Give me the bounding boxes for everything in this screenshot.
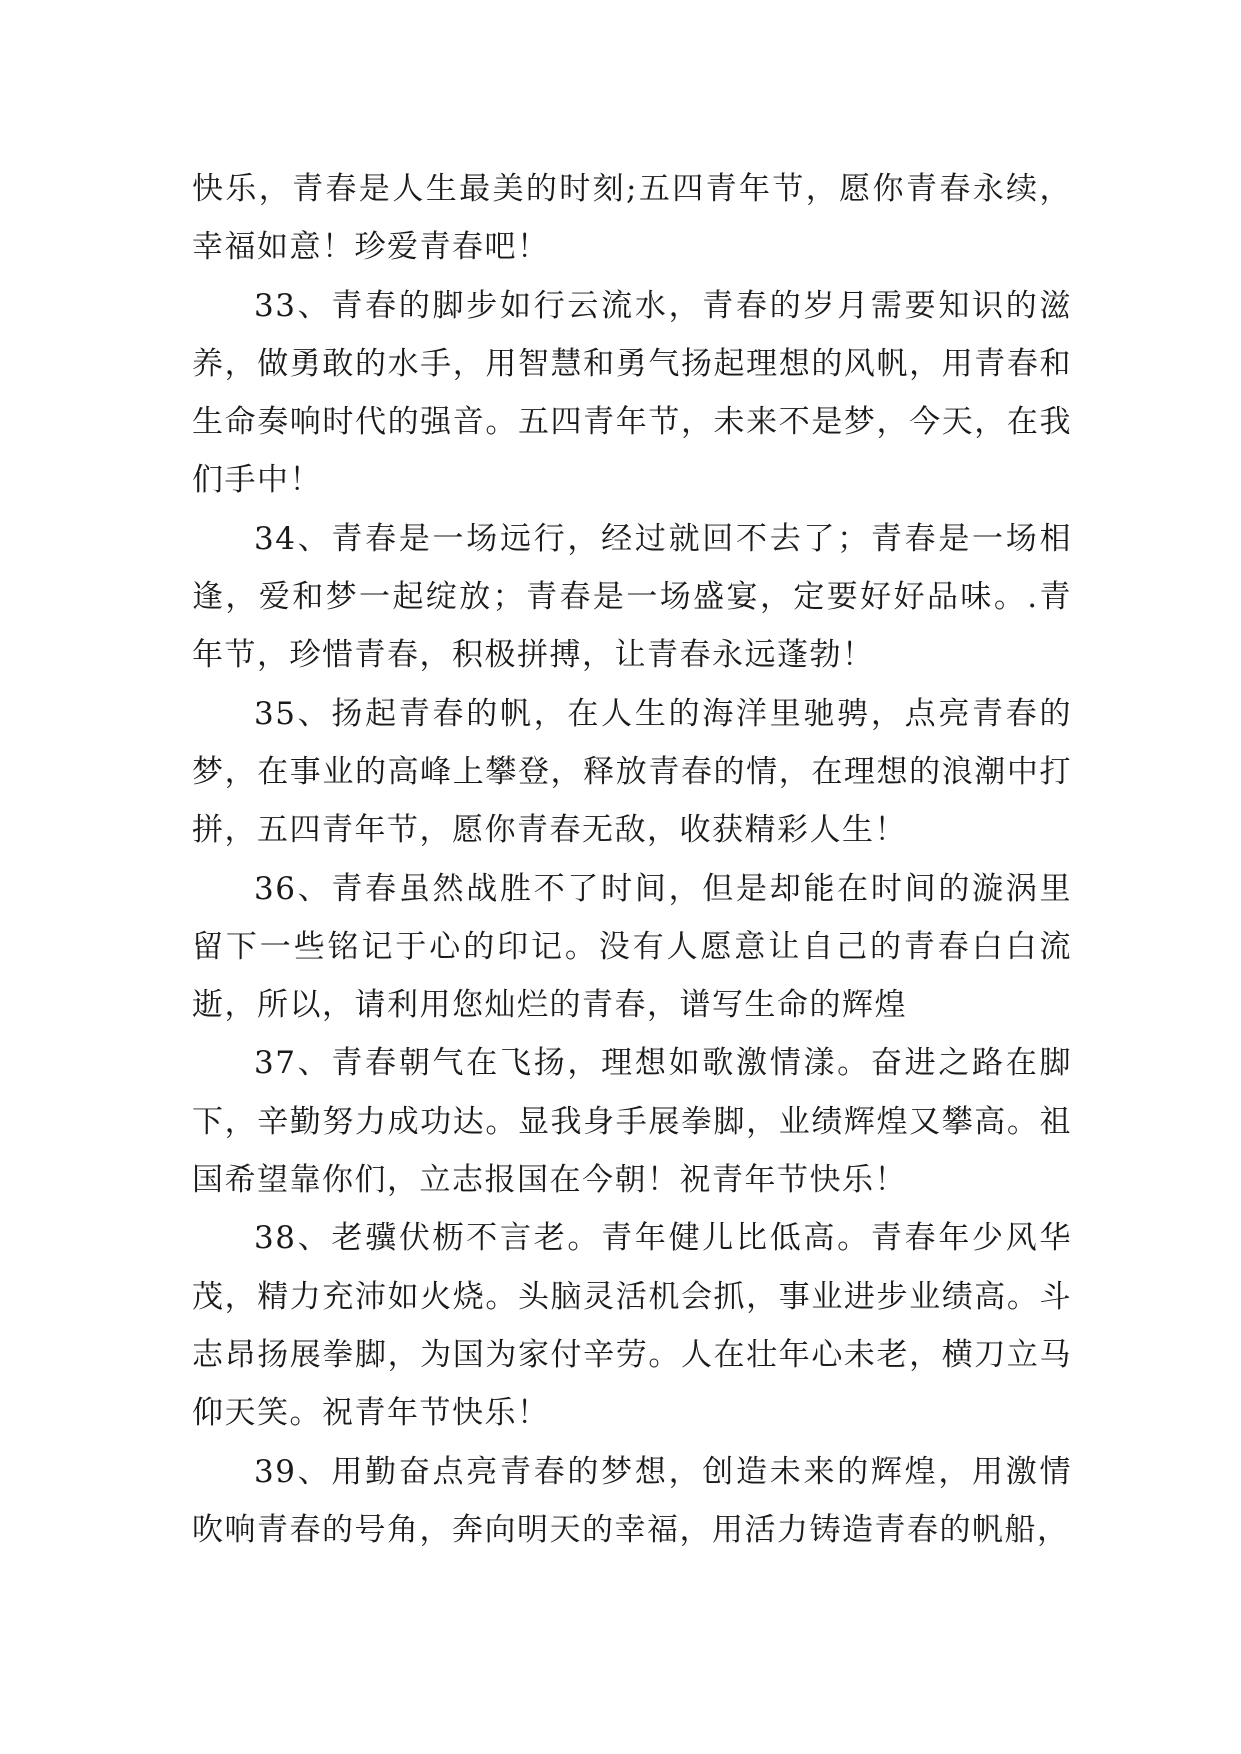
paragraph-36: 36、青春虽然战胜不了时间，但是却能在时间的漩涡里留下一些铭记于心的印记。没有人愿意让自己的青春白白流逝，所以，请利用您灿烂的青春，谱写生命的辉煌 [192, 870, 1072, 1024]
paragraph-39: 39、用勤奋点亮青春的梦想，创造未来的辉煌，用激情吹响青春的号角，奔向明天的幸福，用活力铸造青春的帆船， [192, 1453, 1072, 1548]
paragraph-34: 34、青春是一场远行，经过就回不去了；青春是一场相逢，爱和梦一起绽放；青春是一场盛宴，定要好好品味。.青年节，珍惜青春，积极拼搏，让青春永远蓬勃！ [192, 520, 1072, 674]
paragraph-35: 35、扬起青春的帆，在人生的海洋里驰骋，点亮青春的梦，在事业的高峰上攀登，释放青春的情，在理想的浪潮中打拼，五四青年节，愿你青春无敌，收获精彩人生！ [192, 695, 1072, 849]
paragraph-continued: 快乐，青春是人生最美的时刻;五四青年节，愿你青春永续，幸福如意！珍爱青春吧！ [192, 171, 1072, 266]
document-body [192, 160, 1072, 1559]
paragraph-33: 33、青春的脚步如行云流水，青春的岁月需要知识的滋养，做勇敢的水手，用智慧和勇气扬起理想的风帆，用青春和生命奏响时代的强音。五四青年节，未来不是梦，今天，在我们手中！ [192, 287, 1072, 499]
paragraph-37: 37、青春朝气在飞扬，理想如歌激情漾。奋进之路在脚下，辛勤努力成功达。显我身手展拳脚，业绩辉煌又攀高。祖国希望靠你们，立志报国在今朝！祝青年节快乐！ [192, 1045, 1072, 1199]
paragraph-38: 38、老骥伏枥不言老。青年健儿比低高。青春年少风华茂，精力充沛如火烧。头脑灵活机会抓，事业进步业绩高。斗志昂扬展拳脚，为国为家付辛劳。人在壮年心未老，横刀立马仰天笑。祝青年节快乐！ [192, 1220, 1072, 1432]
